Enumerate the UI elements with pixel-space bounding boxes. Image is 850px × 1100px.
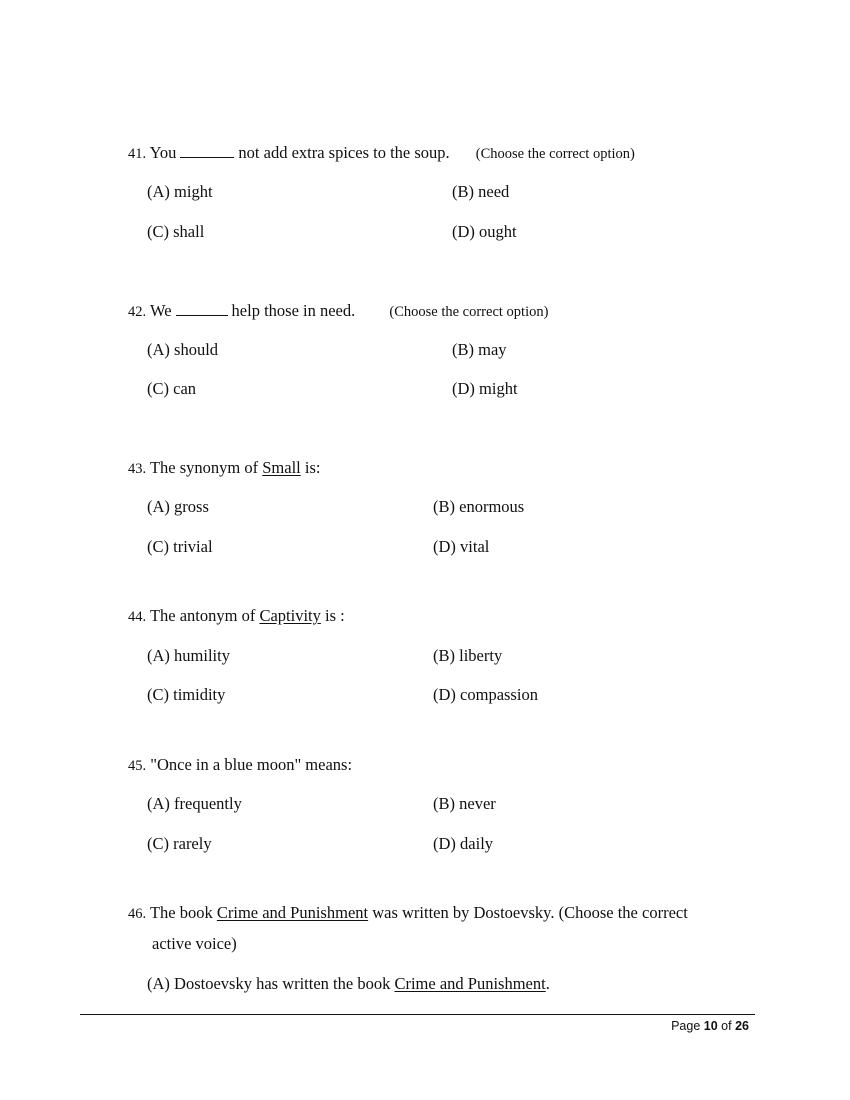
question-number: 42. [128, 304, 147, 320]
option-b: (B) enormous [433, 497, 525, 516]
question-instruction: (Choose the correct option) [475, 146, 635, 162]
question-text-end: was written by Dostoevsky. (Choose the correct [372, 903, 688, 922]
question-instruction: (Choose the correct option) [389, 304, 549, 320]
option-d: (D) might [452, 379, 518, 398]
question-number: 45. [128, 758, 147, 774]
option-a: (A) gross [147, 497, 209, 516]
option-b: (B) never [433, 794, 496, 813]
option-d: (D) vital [433, 537, 490, 556]
question-text-end: help those in need. [231, 301, 356, 320]
option-b: (B) liberty [433, 646, 503, 665]
option-a: (A) frequently [147, 794, 242, 813]
question-number: 46. [128, 906, 147, 922]
fill-blank [180, 145, 234, 158]
option-c: (C) timidity [147, 685, 226, 704]
question-44 [128, 606, 345, 626]
question-text-start: You [149, 143, 177, 162]
underlined-keyword: Small [262, 458, 301, 477]
underlined-book-title: Crime and Punishment [216, 903, 369, 922]
option-a: (A) might [147, 182, 213, 201]
option-b: (B) may [452, 340, 507, 359]
footer-rule [80, 1014, 755, 1015]
question-text-start: The book [149, 903, 213, 922]
option-a: (A) humility [147, 646, 230, 665]
question-text-start: The antonym of [149, 606, 256, 625]
option-d: (D) daily [433, 834, 494, 853]
question-text-end: not add extra spices to the soup. [238, 143, 450, 162]
option-c: (C) rarely [147, 834, 212, 853]
question-text-start: The synonym of [149, 458, 259, 477]
option-a [147, 974, 550, 994]
underlined-keyword: Captivity [259, 606, 321, 625]
page-number: 10 [703, 1019, 718, 1033]
question-text-start: We [149, 301, 172, 320]
question-46 [128, 903, 688, 923]
question-number: 44. [128, 609, 147, 625]
question-text: "Once in a blue moon" means: [150, 755, 353, 774]
option-a-text: (A) Dostoevsky has written the book [147, 974, 391, 993]
of-label: of [721, 1019, 732, 1033]
question-number: 43. [128, 461, 147, 477]
underlined-book-title: Crime and Punishment [394, 974, 546, 993]
option-a: (A) should [147, 340, 219, 359]
option-c: (C) trivial [147, 537, 213, 556]
fill-blank [176, 303, 228, 316]
option-b: (B) need [452, 182, 510, 201]
page-footer [671, 1019, 749, 1033]
question-43 [128, 458, 320, 478]
page-label: Page [671, 1019, 701, 1033]
question-continuation: active voice) [152, 934, 237, 953]
question-text-end: is: [304, 458, 321, 477]
question-41 [128, 143, 635, 163]
option-d: (D) ought [452, 222, 517, 241]
option-d: (D) compassion [433, 685, 538, 704]
question-42 [128, 301, 548, 321]
question-number: 41. [128, 146, 147, 162]
question-45 [128, 755, 352, 775]
option-a-end: . [545, 974, 550, 993]
question-text-end: is : [325, 606, 345, 625]
option-c: (C) can [147, 379, 197, 398]
total-pages: 26 [735, 1019, 749, 1033]
option-c: (C) shall [147, 222, 205, 241]
